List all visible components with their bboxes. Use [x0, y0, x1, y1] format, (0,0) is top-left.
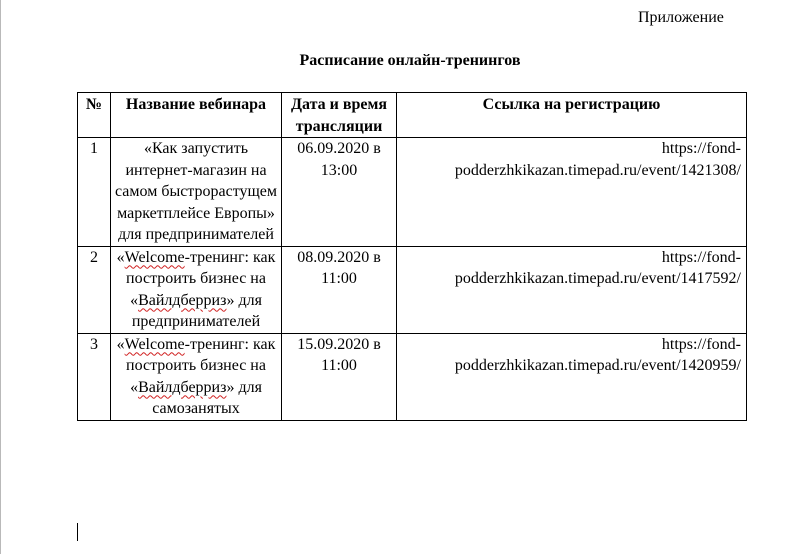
page-left-edge — [0, 0, 1, 554]
webinar-name — [111, 246, 282, 333]
table-row — [78, 246, 747, 333]
row-number: 1 — [78, 138, 111, 247]
name-part: -тренинг: как построить бизнес на « — [126, 335, 276, 396]
row-number: 2 — [78, 246, 111, 333]
webinar-name: «Как запустить интернет-магазин на самом быстрорастущем маркетплейсе Европы» для предпринимателей — [111, 138, 282, 247]
schedule-table — [77, 92, 747, 421]
registration-link[interactable]: https://fond-podderzhkikazan.timepad.ru/event/1421308/ — [397, 138, 747, 247]
header-name: Название вебинара — [111, 93, 282, 138]
spellcheck-word: Welcome — [124, 248, 185, 266]
table-header-row — [78, 93, 747, 138]
header-number: № — [78, 93, 111, 138]
webinar-name — [111, 333, 282, 420]
registration-link[interactable]: https://fond-podderzhkikazan.timepad.ru/event/1417592/ — [397, 246, 747, 333]
spellcheck-word: Вайлдберриз — [138, 291, 227, 309]
webinar-datetime: 06.09.2020 в 13:00 — [282, 138, 397, 247]
text-cursor — [77, 523, 78, 541]
name-part: « — [116, 248, 125, 266]
name-part: -тренинг: как построить бизнес на « — [126, 248, 276, 309]
table-row — [78, 138, 747, 247]
spellcheck-word: Welcome — [124, 335, 185, 353]
header-link: Ссылка на регистрацию — [397, 93, 747, 138]
annex-label: Приложение — [638, 9, 724, 26]
name-part: » для предпринимателей — [131, 291, 262, 330]
name-part: « — [116, 335, 125, 353]
spellcheck-word: Вайлдберриз — [138, 378, 227, 396]
name-part: » для самозанятых — [152, 378, 262, 417]
row-number: 3 — [78, 333, 111, 420]
webinar-datetime: 15.09.2020 в 11:00 — [282, 333, 397, 420]
table-row — [78, 333, 747, 420]
registration-link[interactable]: https://fond-podderzhkikazan.timepad.ru/event/1420959/ — [397, 333, 747, 420]
document-title: Расписание онлайн-тренингов — [299, 52, 521, 69]
header-datetime: Дата и время трансляции — [282, 93, 397, 138]
webinar-datetime: 08.09.2020 в 11:00 — [282, 246, 397, 333]
